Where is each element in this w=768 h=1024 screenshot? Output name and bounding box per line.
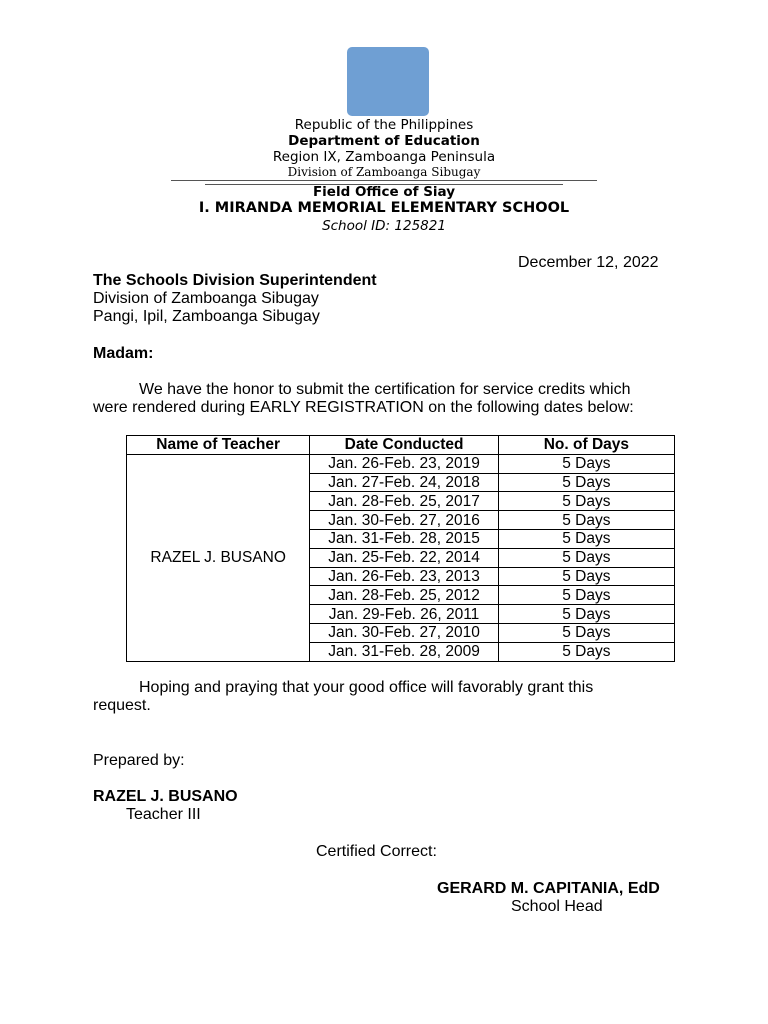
days-cell: 5 Days	[498, 586, 674, 605]
header-region: Region IX, Zamboanga Peninsula	[272, 149, 496, 165]
school-head-name: GERARD M. CAPITANIA, EdD	[437, 880, 660, 897]
preparer-position: Teacher III	[126, 806, 201, 823]
certified-correct-label: Certified Correct:	[316, 843, 437, 860]
date-cell: Jan. 30-Feb. 27, 2016	[310, 511, 498, 530]
service-credits-table	[126, 435, 675, 662]
table-row	[127, 454, 675, 473]
header-division: Division of Zamboanga Sibugay	[287, 165, 481, 179]
school-name: I. MIRANDA MEMORIAL ELEMENTARY SCHOOL	[198, 200, 570, 216]
prepared-by-label: Prepared by:	[93, 752, 185, 769]
letter-date: December 12, 2022	[518, 254, 659, 271]
recipient-line1: Division of Zamboanga Sibugay	[93, 290, 319, 307]
school-logo	[347, 47, 429, 116]
recipient-title: The Schools Division Superintendent	[93, 272, 377, 289]
date-cell: Jan. 27-Feb. 24, 2018	[310, 473, 498, 492]
date-cell: Jan. 30-Feb. 27, 2010	[310, 623, 498, 642]
days-cell: 5 Days	[498, 642, 674, 661]
date-cell: Jan. 26-Feb. 23, 2013	[310, 567, 498, 586]
days-cell: 5 Days	[498, 454, 674, 473]
days-cell: 5 Days	[498, 529, 674, 548]
days-cell: 5 Days	[498, 492, 674, 511]
date-cell: Jan. 28-Feb. 25, 2017	[310, 492, 498, 511]
header-date-conducted: Date Conducted	[310, 436, 498, 455]
header-name-of-teacher: Name of Teacher	[127, 436, 310, 455]
days-cell: 5 Days	[498, 511, 674, 530]
salutation: Madam:	[93, 345, 154, 362]
days-cell: 5 Days	[498, 473, 674, 492]
school-head-position: School Head	[511, 898, 603, 915]
days-cell: 5 Days	[498, 548, 674, 567]
teacher-name-cell: RAZEL J. BUSANO	[127, 454, 310, 661]
header-department: Department of Education	[288, 133, 480, 149]
date-cell: Jan. 31-Feb. 28, 2009	[310, 642, 498, 661]
date-cell: Jan. 26-Feb. 23, 2019	[310, 454, 498, 473]
header-rule-top	[171, 180, 597, 181]
paragraph1-line2: were rendered during EARLY REGISTRATION on the following dates below:	[93, 399, 634, 416]
days-cell: 5 Days	[498, 605, 674, 624]
header-no-of-days: No. of Days	[498, 436, 674, 455]
table-header-row	[127, 436, 675, 455]
days-cell: 5 Days	[498, 567, 674, 586]
days-cell: 5 Days	[498, 623, 674, 642]
date-cell: Jan. 25-Feb. 22, 2014	[310, 548, 498, 567]
header-republic: Republic of the Philippines	[294, 117, 474, 133]
recipient-line2: Pangi, Ipil, Zamboanga Sibugay	[93, 308, 320, 325]
date-cell: Jan. 29-Feb. 26, 2011	[310, 605, 498, 624]
date-cell: Jan. 31-Feb. 28, 2015	[310, 529, 498, 548]
preparer-name: RAZEL J. BUSANO	[93, 788, 238, 805]
paragraph2-line2: request.	[93, 697, 151, 714]
date-cell: Jan. 28-Feb. 25, 2012	[310, 586, 498, 605]
school-id: School ID: 125821	[322, 218, 446, 234]
paragraph2-line1: Hoping and praying that your good office will favorably grant this	[139, 679, 594, 696]
paragraph1-line1: We have the honor to submit the certification for service credits which	[139, 381, 631, 398]
header-field-office: Field Office of Siay	[312, 184, 456, 200]
